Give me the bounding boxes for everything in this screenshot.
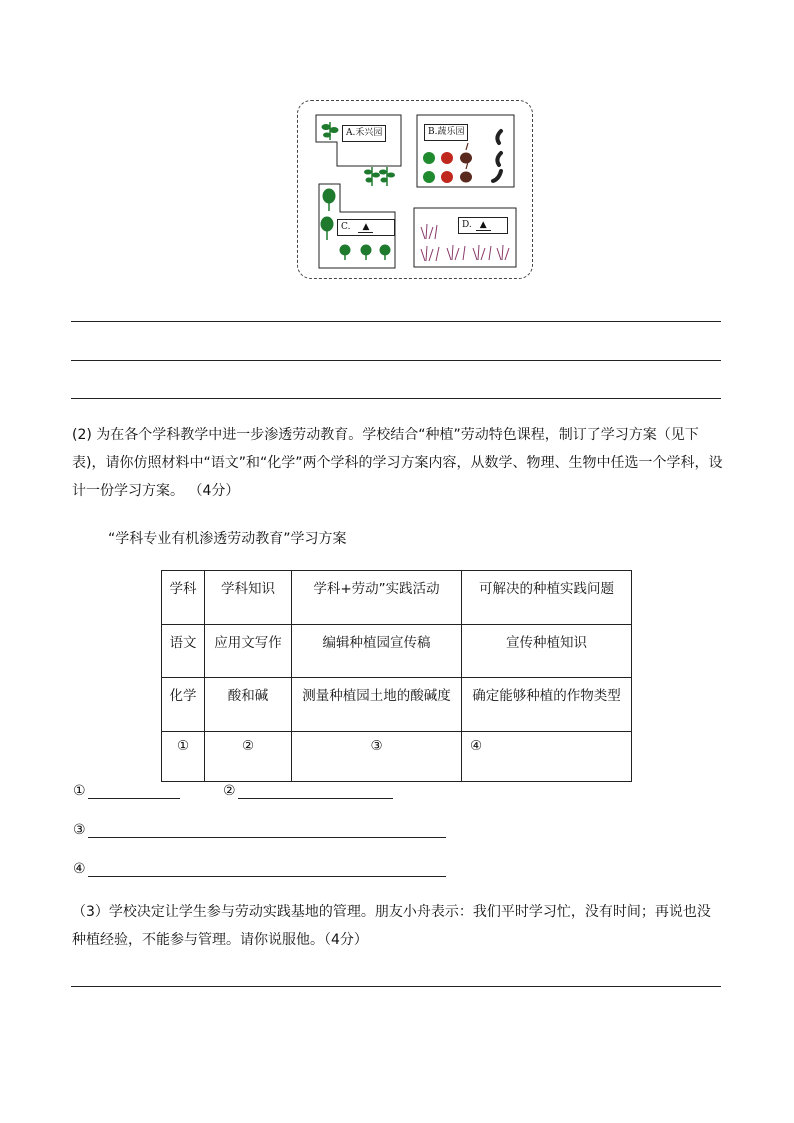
answer-line-q3[interactable] — [71, 986, 721, 987]
question-2-text: (2) 为在各个学科教学中进一步渗透劳动教育。学校结合“种植”劳动特色课程，制订了学习方案（见下表)，请你仿照材料中“语文”和“化学”两个学科的学习方案内容，从数学、物理、生物中任选一个学科，设计一份学习方案。 （4分） — [72, 427, 723, 499]
plot-d-blank: ▲ — [476, 220, 491, 231]
answer-line-2[interactable] — [71, 360, 721, 361]
answer-1-marker: ① — [73, 783, 86, 799]
plot-c-letter: C. — [341, 222, 351, 232]
question-3-text: （3）学校决定让学生参与劳动实践基地的管理。朋友小舟表示：我们平时学习忙，没有时间；再说也没种植经验，不能参与管理。请你说服他。（4分） — [72, 904, 711, 948]
table-header-row — [162, 571, 632, 625]
answer-4-marker: ④ — [73, 861, 86, 877]
answer-3-marker: ③ — [73, 822, 86, 838]
garden-plots-drawing — [297, 100, 533, 279]
study-plan-table — [161, 570, 632, 782]
table-cell-blank-2[interactable]: ② — [205, 732, 292, 782]
answer-line-1[interactable] — [71, 321, 721, 322]
header-cell: 可解决的种植实践问题 — [462, 571, 632, 625]
answer-2-marker: ② — [223, 783, 236, 799]
table-title: “学科专业有机渗透劳动教育”学习方案 — [108, 531, 347, 547]
answer-2-line[interactable] — [238, 798, 393, 799]
table-cell: 宣传种植知识 — [462, 625, 632, 678]
plot-b-label: B.蔬乐园 — [424, 124, 468, 141]
table-cell-blank-1[interactable]: ① — [162, 732, 205, 782]
table-cell: 应用文写作 — [205, 625, 292, 678]
table-row — [162, 732, 632, 782]
header-cell: 学科知识 — [205, 571, 292, 625]
answer-4-line[interactable] — [88, 876, 446, 877]
table-cell: 测量种植园土地的酸碱度 — [292, 678, 462, 732]
table-cell: 编辑种植园宣传稿 — [292, 625, 462, 678]
header-cell: 学科 — [162, 571, 205, 625]
table-cell: 化学 — [162, 678, 205, 732]
table-row — [162, 678, 632, 732]
table-cell-blank-3[interactable]: ③ — [292, 732, 462, 782]
table-cell-blank-4[interactable]: ④ — [462, 732, 632, 782]
plot-d-letter: D. — [462, 220, 472, 230]
plot-d-label — [458, 217, 508, 234]
table-row — [162, 625, 632, 678]
plot-c-label — [337, 219, 395, 236]
answer-1-line[interactable] — [88, 798, 180, 799]
answer-line-3[interactable] — [71, 398, 721, 399]
plot-a-label: A.禾兴园 — [342, 125, 386, 142]
answer-3-line[interactable] — [88, 837, 446, 838]
table-cell: 酸和碱 — [205, 678, 292, 732]
table-cell: 语文 — [162, 625, 205, 678]
header-cell: 学科+劳动”实践活动 — [292, 571, 462, 625]
table-cell: 确定能够种植的作物类型 — [462, 678, 632, 732]
plot-c-blank: ▲ — [358, 222, 373, 233]
